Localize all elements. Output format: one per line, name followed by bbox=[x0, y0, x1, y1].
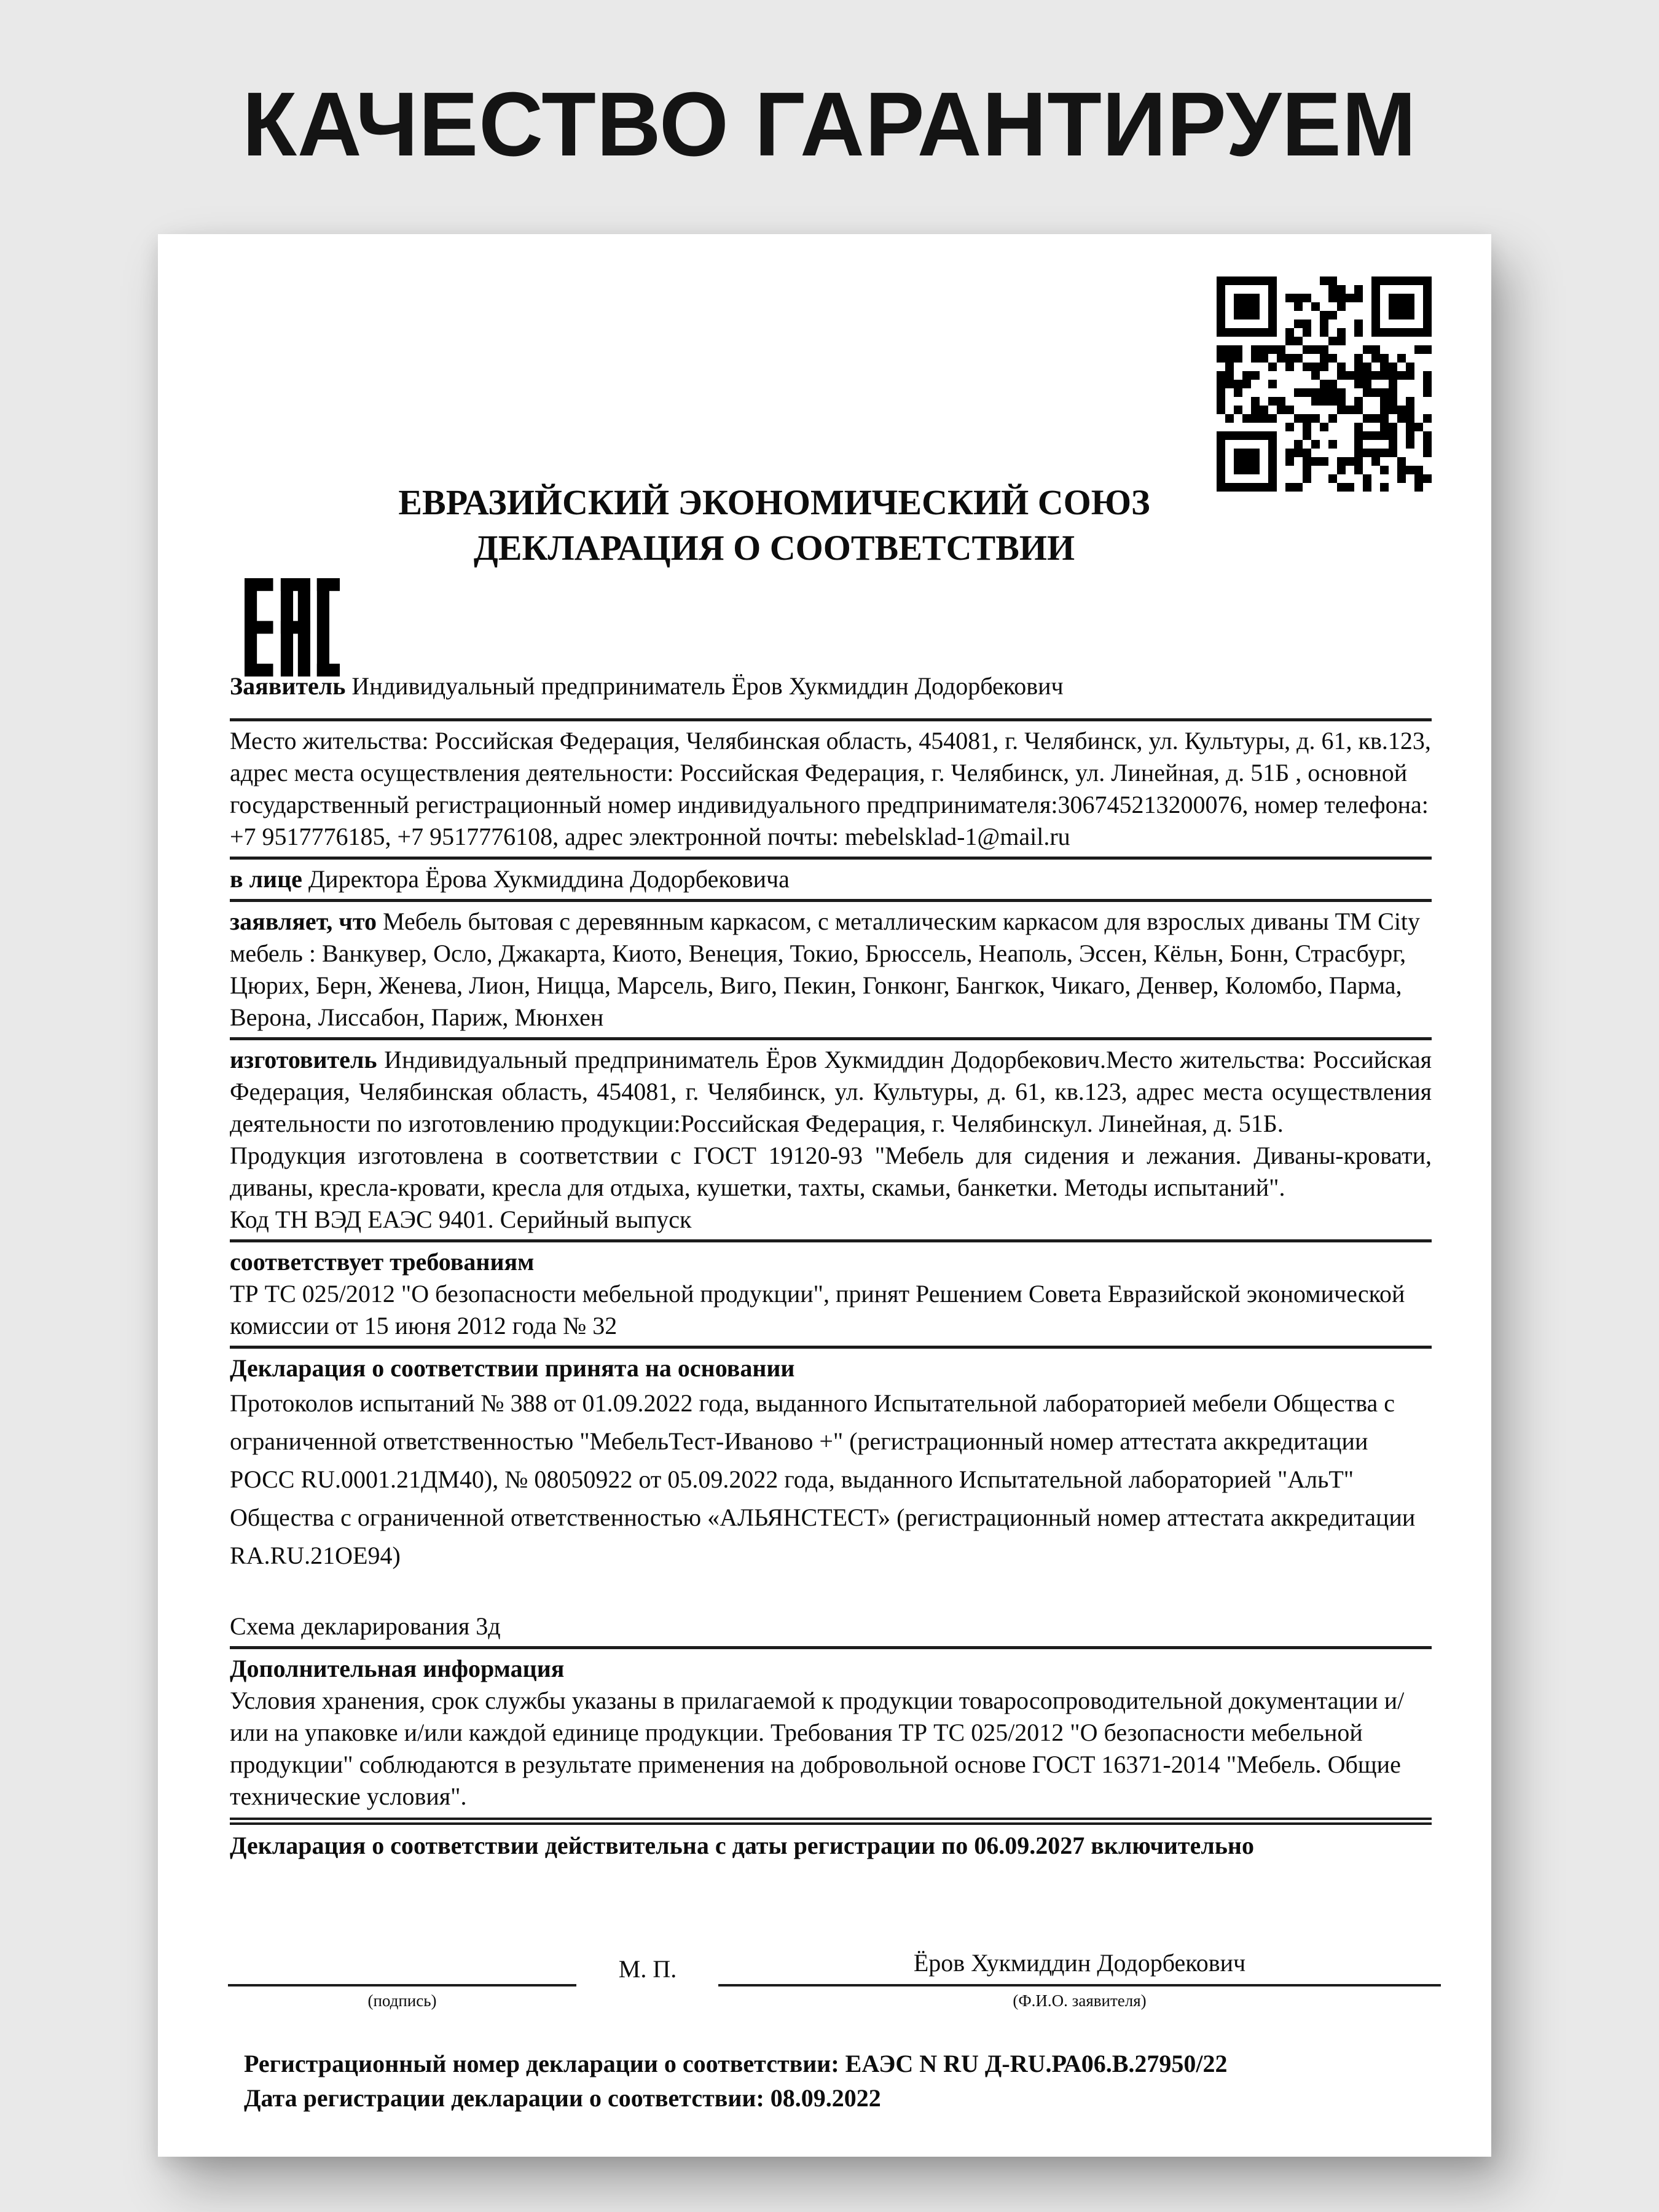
document-title: ДЕКЛАРАЦИЯ О СООТВЕТСТВИИ bbox=[473, 528, 1075, 568]
signature-block bbox=[158, 1948, 1491, 2047]
divider bbox=[230, 899, 1432, 902]
additional-paragraph: Условия хранения, срок службы указаны в прилагаемой к продукции товаросопроводительной документации и/или на упаковке и/или каждой единице продукции. Требования ТР ТС 025/2012 "О безопасности мебельной продукции" соблюдаются в результате применения на добровольной основе ГОСТ 16371-2014 "Мебель. Общие технические условия". bbox=[230, 1687, 1405, 1810]
applicant-label: Заявитель bbox=[230, 672, 346, 700]
tr-paragraph: ТР ТС 025/2012 "О безопасности мебельной продукции", принят Решением Совета Евразийской экономической комиссии от 15 июня 2012 года № 32 bbox=[230, 1280, 1405, 1339]
declares-label: заявляет, что bbox=[230, 908, 377, 935]
divider bbox=[230, 1346, 1432, 1349]
protocols-paragraph: Протоколов испытаний № 388 от 01.09.2022 года, выданного Испытательной лабораторией мебели Общества с ограниченной ответственностью "МебельТест-Иваново +" (регистрационный номер аттестата аккредитации РОСС RU.0001.21ДМ40), № 08050922 от 05.09.2022 года, выданного Испытательной лабораторией "АльТ" Общества с ограниченной ответственностью «АЛЬЯНСТЕСТ» (регистрационный номер аттестата аккредитации RA.RU.21ОЕ94) bbox=[230, 1389, 1416, 1569]
qr-code bbox=[1217, 276, 1432, 492]
declares-paragraph bbox=[230, 906, 1432, 1033]
scheme-line: Схема декларирования 3д bbox=[230, 1612, 501, 1640]
signature-line bbox=[228, 1984, 576, 1986]
divider bbox=[230, 1037, 1432, 1040]
registration-number-line: Регистрационный номер декларации о соответствии: ЕАЭС N RU Д-RU.РА06.В.27950/22 bbox=[244, 2050, 1228, 2077]
divider bbox=[230, 1239, 1432, 1242]
registration-block bbox=[244, 2047, 1432, 2116]
applicant-line bbox=[230, 670, 1432, 702]
registration-date-line: Дата регистрации декларации о соответствии: 08.09.2022 bbox=[244, 2084, 881, 2112]
declaration-document bbox=[158, 234, 1491, 2157]
double-divider bbox=[230, 1818, 1432, 1825]
complies-heading: соответствует требованиям bbox=[230, 1248, 535, 1276]
document-body bbox=[158, 670, 1491, 1862]
additional-heading: Дополнительная информация bbox=[230, 1655, 565, 1682]
person-line bbox=[230, 863, 1432, 895]
stamp-place-label: М. П. bbox=[618, 1955, 677, 1983]
gost-paragraph: Продукция изготовлена в соответствии с ГОСТ 19120-93 "Мебель для сидения и лежания. Диваны-кровати, диваны, кресла-кровати, кресла для отдыха, кушетки, тахты, скамьи, банкетки. Методы испытаний". bbox=[230, 1142, 1432, 1201]
eac-logo bbox=[245, 578, 340, 677]
fullname-caption: (Ф.И.О. заявителя) bbox=[1013, 1991, 1147, 2010]
person-value: Директора Ёрова Хукмиддина Додорбековича bbox=[302, 865, 790, 893]
manufacturer-value: Индивидуальный предприниматель Ёров Хукмиддин Додорбекович.Место жительства: Российская Федерация, Челябинская область, 454081, г. Челябинск, ул. Культуры, д. 61, кв.123, адрес места осуществления деятельности по изготовлению продукции:Российская Федерация, г. Челябинскул. Линейная, д. 51Б. bbox=[230, 1046, 1432, 1137]
manufacturer-label: изготовитель bbox=[230, 1046, 377, 1073]
eac-mark-icon bbox=[245, 578, 340, 677]
fullname-line bbox=[718, 1984, 1441, 1986]
divider bbox=[230, 718, 1432, 721]
tnved-line: Код ТН ВЭД ЕАЭС 9401. Серийный выпуск bbox=[230, 1206, 692, 1233]
union-title: ЕВРАЗИЙСКИЙ ЭКОНОМИЧЕСКИЙ СОЮЗ bbox=[398, 482, 1150, 522]
signature-caption: (подпись) bbox=[367, 1991, 437, 2010]
validity-line: Декларация о соответствии действительна с даты регистрации по 06.09.2027 включительно bbox=[230, 1832, 1254, 1859]
divider bbox=[230, 1646, 1432, 1649]
residence-paragraph: Место жительства: Российская Федерация, Челябинская область, 454081, г. Челябинск, ул. Культуры, д. 61, кв.123, адрес места осуществления деятельности: Российская Федерация, г. Челябинск, ул. Линейная, д. 51Б , основной государственный регистрационный номер индивидуального предпринимателя:306745213200076, номер телефона: +7 9517776185, +7 9517776108, адрес электронной почты: mebelsklad-1@mail.ru bbox=[230, 727, 1431, 850]
document-titles bbox=[158, 480, 1390, 571]
page-headline: КАЧЕСТВО ГАРАНТИРУЕМ bbox=[242, 74, 1417, 175]
basis-heading: Декларация о соответствии принята на основании bbox=[230, 1354, 795, 1382]
declares-value: Мебель бытовая с деревянным каркасом, с металлическим каркасом для взрослых диваны ТМ City мебель : Ванкувер, Осло, Джакарта, Киото, Венеция, Токио, Брюссель, Неаполь, Эссен, Кёльн, Бонн, Страсбург, Цюрих, Берн, Женева, Лион, Ницца, Марсель, Виго, Пекин, Гонконг, Бангкок, Чикаго, Денвер, Коломбо, Парма, Верона, Лиссабон, Париж, Мюнхен bbox=[230, 908, 1421, 1031]
person-label: в лице bbox=[230, 865, 302, 893]
applicant-value: Индивидуальный предприниматель Ёров Хукмиддин Додорбекович bbox=[345, 672, 1064, 700]
manufacturer-paragraph bbox=[230, 1044, 1432, 1140]
divider bbox=[230, 857, 1432, 860]
applicant-fullname: Ёров Хукмиддин Додорбекович bbox=[913, 1949, 1246, 1977]
